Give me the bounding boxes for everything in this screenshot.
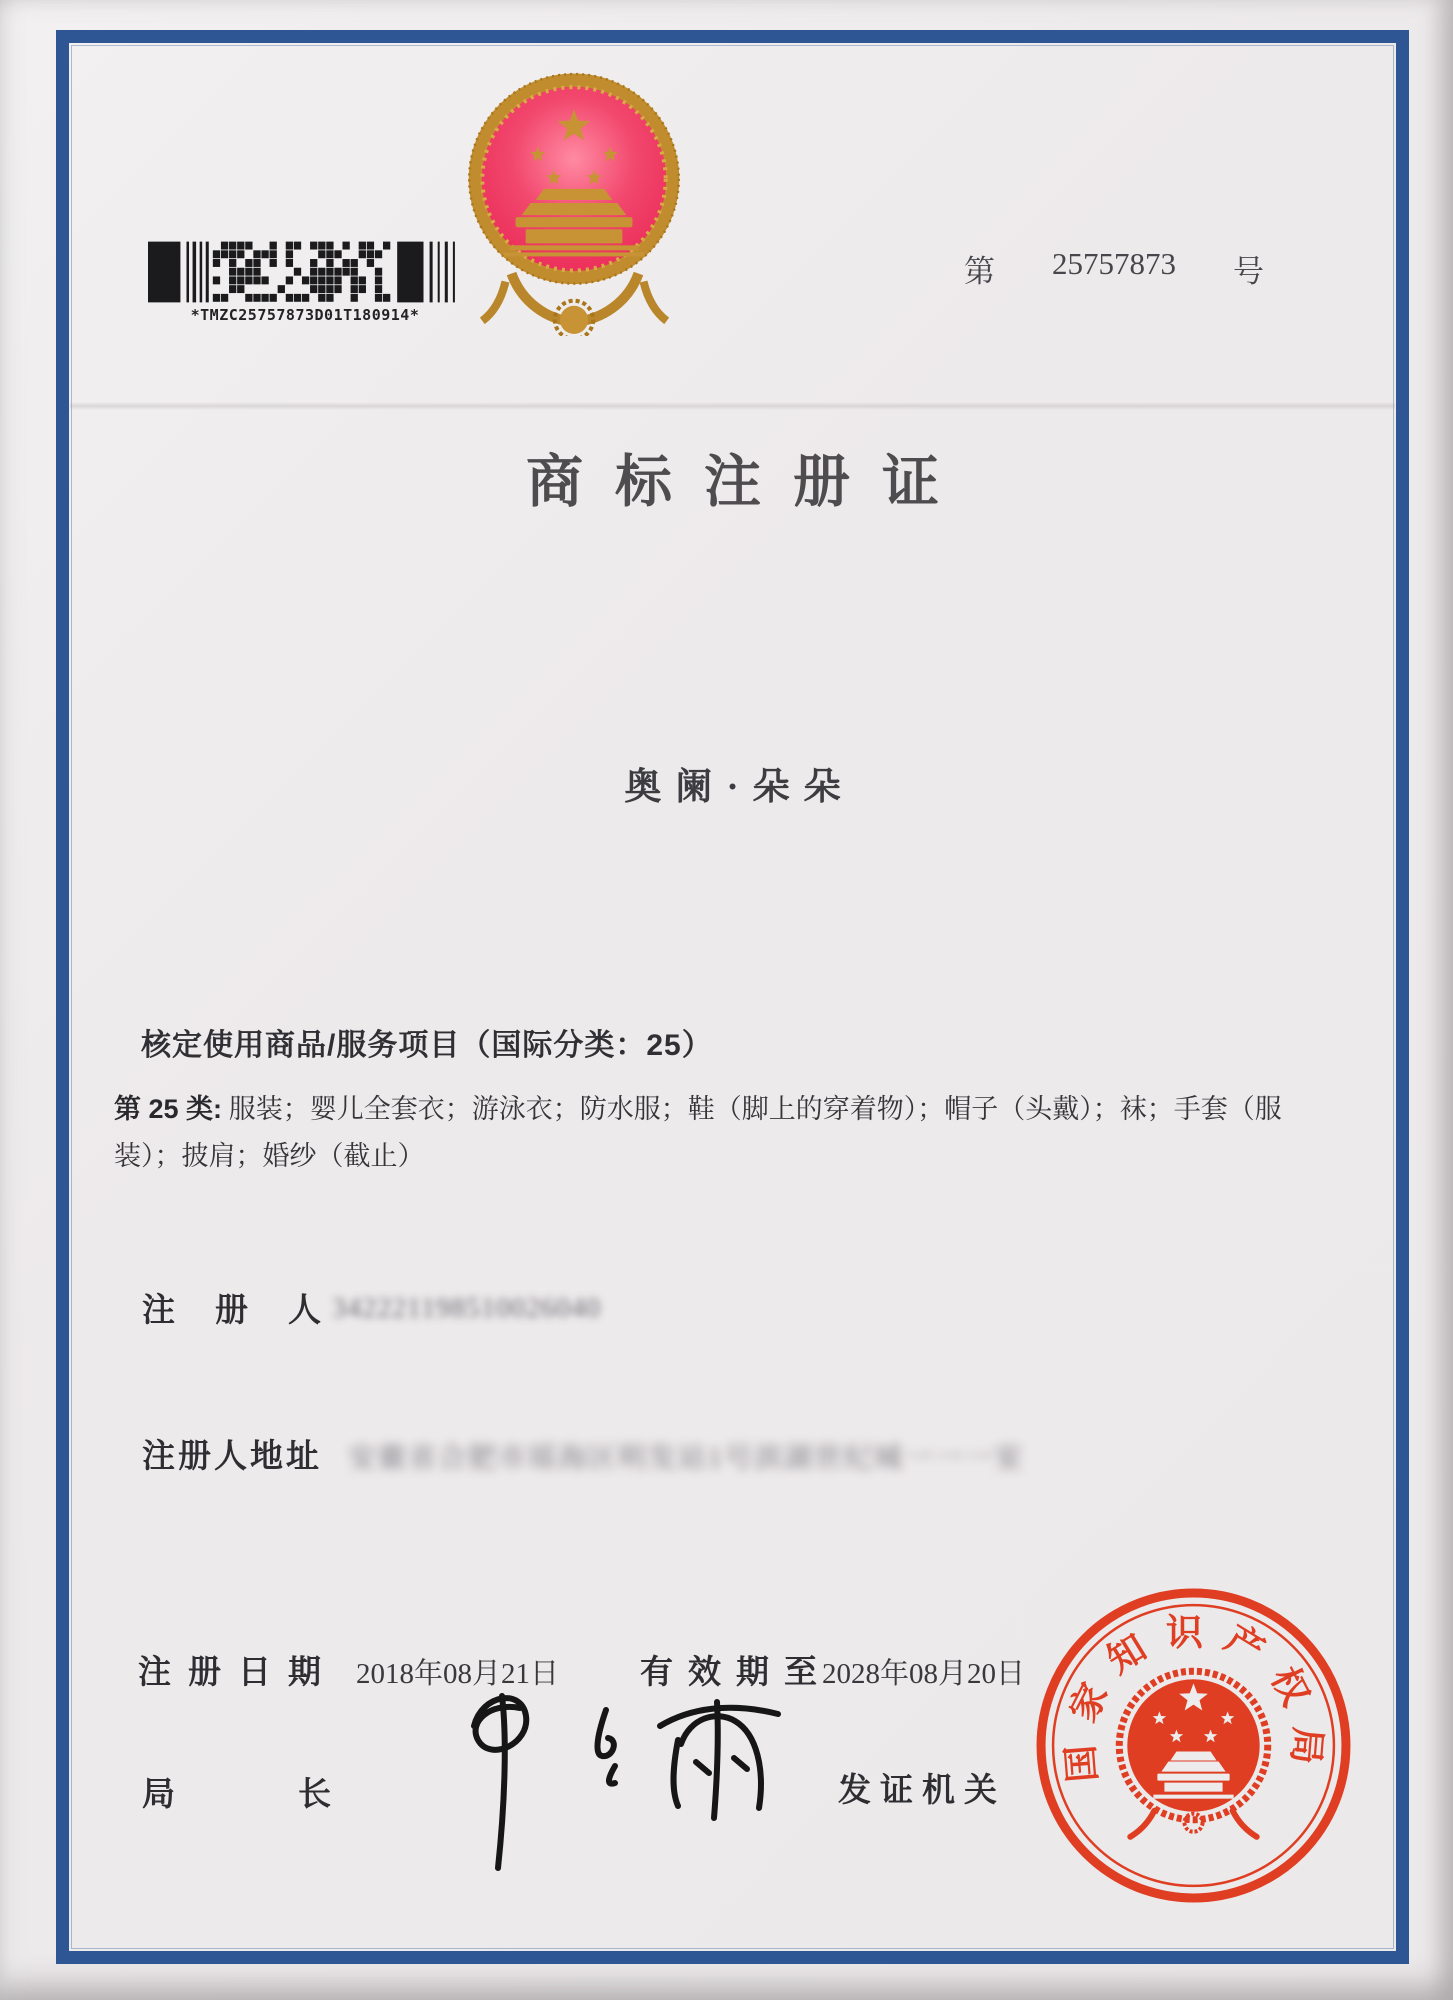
number-suffix: 号 (1233, 254, 1264, 289)
certificate-number: 25757873 (1052, 246, 1176, 281)
official-seal (1026, 1578, 1362, 1914)
number-prefix: 第 (964, 254, 995, 289)
page-title: 商标注册证 (526, 451, 971, 514)
seal-emblem-icon (1119, 1671, 1267, 1836)
goods-section-heading: 核定使用商品/服务项目（国际分类：25） (141, 1029, 713, 1062)
registrant-address-redacted: 安徽省合肥市瑶海区明发站1号滨湖世纪城一一一室 (348, 1443, 1025, 1474)
seal-text: 国家知识产权局 (1059, 1613, 1328, 1784)
registrant-value-redacted: 342221198510026040 (332, 1293, 601, 1324)
director-signature-icon (378, 1668, 818, 1893)
registration-date: 2018年08月21日 (356, 1658, 560, 1690)
valid-until-label: 有效期至 (640, 1655, 832, 1691)
director-label-2: 长 (298, 1777, 331, 1813)
goods-class-label: 第 25 类: (114, 1094, 223, 1124)
barcode-icon (148, 241, 462, 303)
barcode-block (148, 241, 462, 324)
registrant-label: 注册人 (142, 1293, 361, 1329)
national-emblem-icon (451, 66, 698, 336)
trademark-name: 奥阑·朵朵 (624, 767, 855, 808)
valid-until-date: 2028年08月20日 (822, 1658, 1026, 1690)
registrant-address-label: 注册人地址 (142, 1439, 322, 1475)
director-label: 局 (142, 1777, 175, 1813)
paper-crease (70, 402, 1395, 410)
barcode-text: *TMZC25757873D01T180914* (190, 306, 420, 324)
goods-paragraph (114, 1086, 1346, 1180)
registration-date-label: 注册日期 (138, 1655, 338, 1691)
issuing-authority-label: 发证机关 (838, 1773, 1006, 1809)
goods-list: 服装；婴儿全套衣；游泳衣；防水服；鞋（脚上的穿着物）；帽子（头戴）；袜；手套（服装）；披肩；婚纱（截止） (114, 1094, 1282, 1171)
certificate-number-row (964, 246, 1264, 291)
